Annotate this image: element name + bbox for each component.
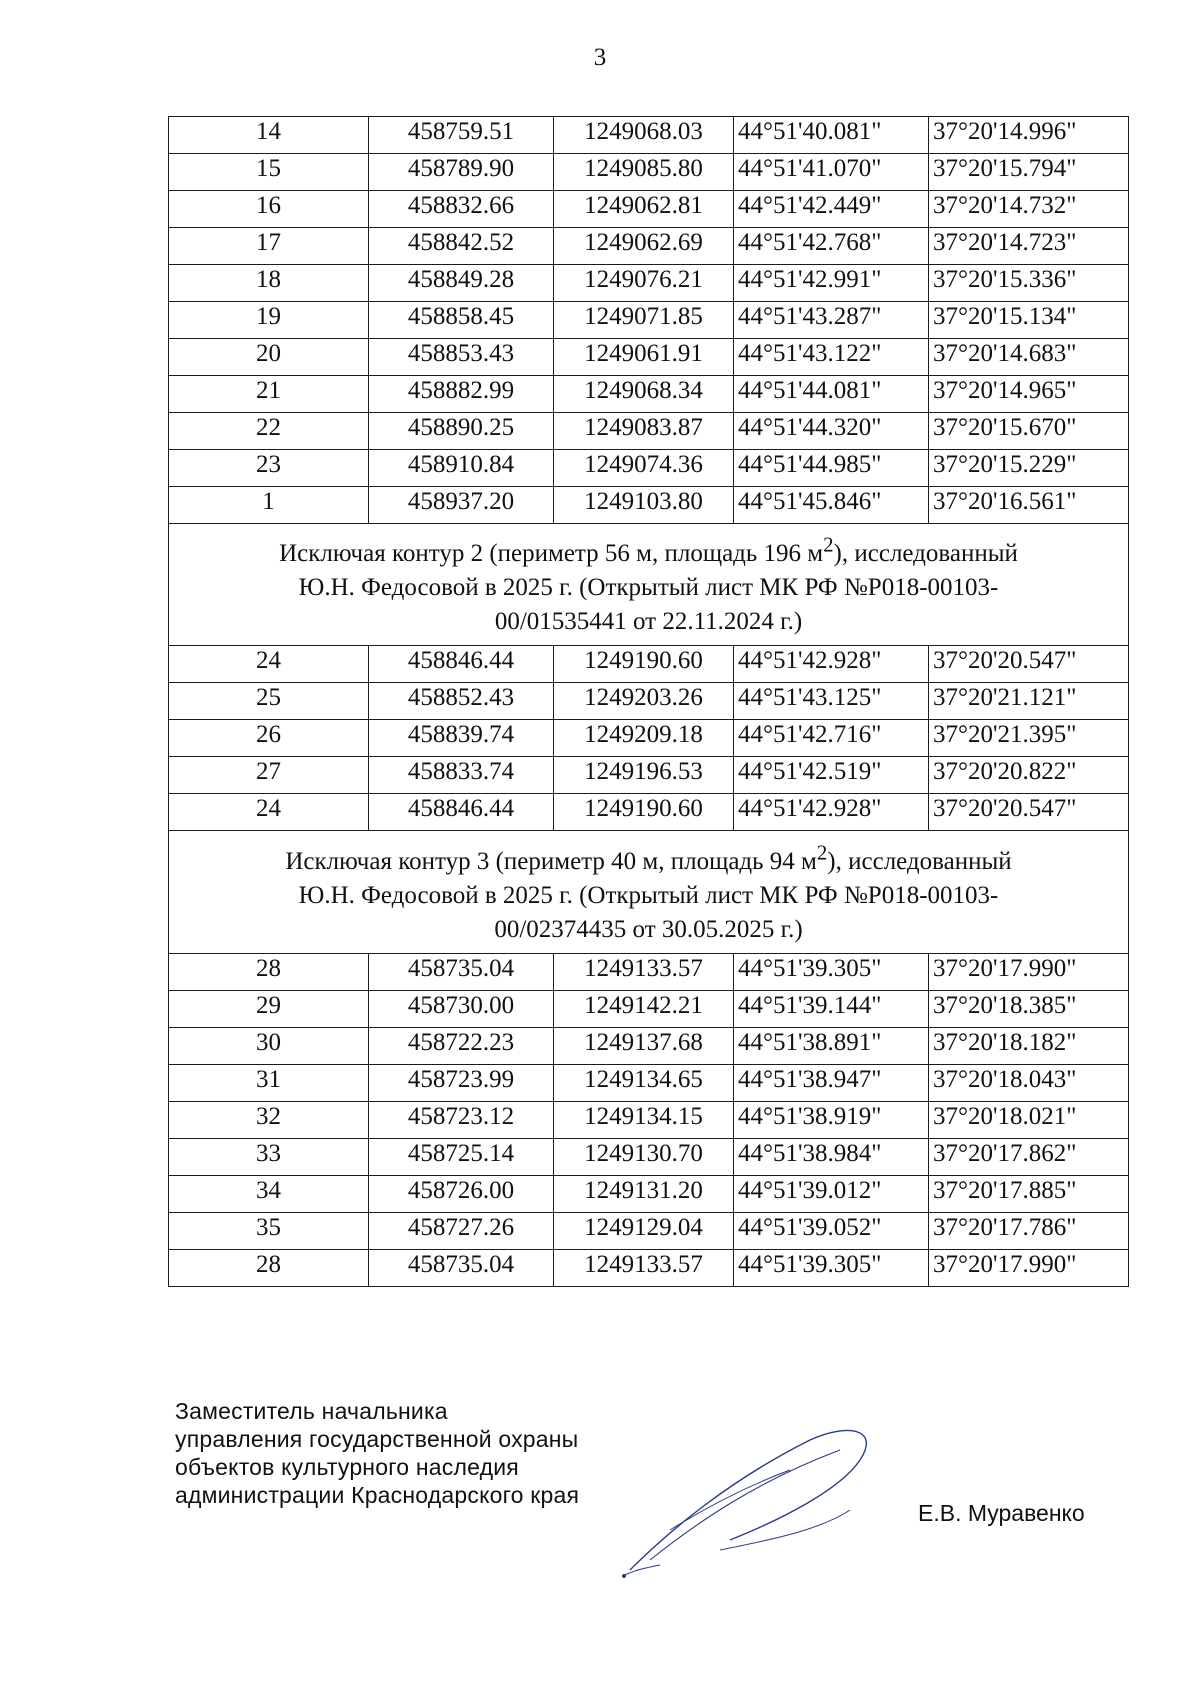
table-row xyxy=(169,302,1129,339)
table-row xyxy=(169,1138,1129,1175)
latitude-cell: 44°51'40.081" xyxy=(734,117,929,154)
table-row xyxy=(169,487,1129,524)
y-coordinate-cell: 1249076.21 xyxy=(554,265,734,302)
x-coordinate-cell: 458726.00 xyxy=(369,1175,554,1212)
latitude-cell: 44°51'45.846" xyxy=(734,487,929,524)
longitude-cell: 37°20'18.182" xyxy=(929,1027,1129,1064)
latitude-cell: 44°51'43.122" xyxy=(734,339,929,376)
x-coordinate-cell: 458727.26 xyxy=(369,1212,554,1249)
point-number-cell: 32 xyxy=(169,1101,369,1138)
contour-3-caption-line1: Исключая контур 3 (периметр 40 м, площадь 94 $м^2$), исследованный xyxy=(285,840,1012,875)
y-coordinate-cell: 1249133.57 xyxy=(554,1249,734,1286)
contour-3-caption-row xyxy=(169,831,1129,953)
latitude-cell: 44°51'44.985" xyxy=(734,450,929,487)
signer-position-line3: объектов культурного наследия xyxy=(175,1454,519,1480)
x-coordinate-cell: 458735.04 xyxy=(369,1249,554,1286)
y-coordinate-cell: 1249062.69 xyxy=(554,228,734,265)
table-section-1 xyxy=(169,117,1129,524)
y-coordinate-cell: 1249071.85 xyxy=(554,302,734,339)
x-coordinate-cell: 458833.74 xyxy=(369,757,554,794)
y-coordinate-cell: 1249190.60 xyxy=(554,794,734,831)
x-coordinate-cell: 458759.51 xyxy=(369,117,554,154)
point-number-cell: 25 xyxy=(169,683,369,720)
point-number-cell: 24 xyxy=(169,646,369,683)
y-coordinate-cell: 1249103.80 xyxy=(554,487,734,524)
longitude-cell: 37°20'17.862" xyxy=(929,1138,1129,1175)
signer-position-line1: Заместитель начальника xyxy=(175,1398,448,1424)
point-number-cell: 22 xyxy=(169,413,369,450)
table-section-2 xyxy=(169,646,1129,831)
y-coordinate-cell: 1249134.65 xyxy=(554,1064,734,1101)
contour-2-caption xyxy=(169,524,1129,646)
point-number-cell: 20 xyxy=(169,339,369,376)
y-coordinate-cell: 1249190.60 xyxy=(554,646,734,683)
point-number-cell: 28 xyxy=(169,1249,369,1286)
x-coordinate-cell: 458842.52 xyxy=(369,228,554,265)
latitude-cell: 44°51'39.144" xyxy=(734,990,929,1027)
latitude-cell: 44°51'44.320" xyxy=(734,413,929,450)
latitude-cell: 44°51'38.947" xyxy=(734,1064,929,1101)
table-row xyxy=(169,646,1129,683)
table-row xyxy=(169,720,1129,757)
y-coordinate-cell: 1249074.36 xyxy=(554,450,734,487)
x-coordinate-cell: 458735.04 xyxy=(369,953,554,990)
longitude-cell: 37°20'18.043" xyxy=(929,1064,1129,1101)
longitude-cell: 37°20'14.683" xyxy=(929,339,1129,376)
contour-2-caption-line2: Ю.Н. Федосовой в 2025 г. (Открытый лист МК РФ №Р018-00103- xyxy=(298,574,999,602)
longitude-cell: 37°20'17.786" xyxy=(929,1212,1129,1249)
x-coordinate-cell: 458852.43 xyxy=(369,683,554,720)
table-row xyxy=(169,450,1129,487)
table-row xyxy=(169,228,1129,265)
x-coordinate-cell: 458846.44 xyxy=(369,646,554,683)
table-row xyxy=(169,794,1129,831)
table-section-2-header xyxy=(169,524,1129,646)
point-number-cell: 27 xyxy=(169,757,369,794)
point-number-cell: 34 xyxy=(169,1175,369,1212)
table-row xyxy=(169,1249,1129,1286)
x-coordinate-cell: 458937.20 xyxy=(369,487,554,524)
latitude-cell: 44°51'39.305" xyxy=(734,1249,929,1286)
table-row xyxy=(169,683,1129,720)
y-coordinate-cell: 1249068.34 xyxy=(554,376,734,413)
latitude-cell: 44°51'38.984" xyxy=(734,1138,929,1175)
longitude-cell: 37°20'20.547" xyxy=(929,646,1129,683)
latitude-cell: 44°51'43.287" xyxy=(734,302,929,339)
table-row xyxy=(169,1027,1129,1064)
x-coordinate-cell: 458723.12 xyxy=(369,1101,554,1138)
latitude-cell: 44°51'39.012" xyxy=(734,1175,929,1212)
x-coordinate-cell: 458910.84 xyxy=(369,450,554,487)
y-coordinate-cell: 1249062.81 xyxy=(554,191,734,228)
contour-2-caption-row xyxy=(169,524,1129,646)
table-row xyxy=(169,1101,1129,1138)
longitude-cell: 37°20'14.996" xyxy=(929,117,1129,154)
point-number-cell: 35 xyxy=(169,1212,369,1249)
y-coordinate-cell: 1249085.80 xyxy=(554,154,734,191)
x-coordinate-cell: 458882.99 xyxy=(369,376,554,413)
latitude-cell: 44°51'42.449" xyxy=(734,191,929,228)
longitude-cell: 37°20'14.723" xyxy=(929,228,1129,265)
point-number-cell: 30 xyxy=(169,1027,369,1064)
longitude-cell: 37°20'21.395" xyxy=(929,720,1129,757)
x-coordinate-cell: 458725.14 xyxy=(369,1138,554,1175)
y-coordinate-cell: 1249142.21 xyxy=(554,990,734,1027)
point-number-cell: 16 xyxy=(169,191,369,228)
y-coordinate-cell: 1249133.57 xyxy=(554,953,734,990)
x-coordinate-cell: 458722.23 xyxy=(369,1027,554,1064)
table-section-3 xyxy=(169,953,1129,1286)
longitude-cell: 37°20'17.885" xyxy=(929,1175,1129,1212)
signer-position-line4: администрации Краснодарского края xyxy=(175,1482,580,1508)
longitude-cell: 37°20'21.121" xyxy=(929,683,1129,720)
longitude-cell: 37°20'15.336" xyxy=(929,265,1129,302)
point-number-cell: 19 xyxy=(169,302,369,339)
point-number-cell: 26 xyxy=(169,720,369,757)
latitude-cell: 44°51'42.991" xyxy=(734,265,929,302)
latitude-cell: 44°51'38.891" xyxy=(734,1027,929,1064)
handwritten-signature xyxy=(610,1410,910,1580)
longitude-cell: 37°20'18.385" xyxy=(929,990,1129,1027)
table-row xyxy=(169,990,1129,1027)
contour-3-caption-line3: 00/02374435 от 30.05.2025 г.) xyxy=(494,915,803,943)
contour-2-caption-line1: Исключая контур 2 (периметр 56 м, площадь 196 $м^2$), исследованный xyxy=(279,533,1018,568)
y-coordinate-cell: 1249061.91 xyxy=(554,339,734,376)
table-row xyxy=(169,1212,1129,1249)
longitude-cell: 37°20'17.990" xyxy=(929,1249,1129,1286)
page-number: 3 xyxy=(593,44,607,71)
contour-2-caption-line3: 00/01535441 от 22.11.2024 г.) xyxy=(494,608,803,636)
table-section-3-header xyxy=(169,831,1129,953)
point-number-cell: 33 xyxy=(169,1138,369,1175)
point-number-cell: 14 xyxy=(169,117,369,154)
y-coordinate-cell: 1249130.70 xyxy=(554,1138,734,1175)
longitude-cell: 37°20'15.134" xyxy=(929,302,1129,339)
table-row xyxy=(169,265,1129,302)
x-coordinate-cell: 458832.66 xyxy=(369,191,554,228)
y-coordinate-cell: 1249203.26 xyxy=(554,683,734,720)
table-row xyxy=(169,1175,1129,1212)
point-number-cell: 15 xyxy=(169,154,369,191)
longitude-cell: 37°20'15.794" xyxy=(929,154,1129,191)
signer-name: Е.В. Муравенко xyxy=(918,1500,1085,1526)
latitude-cell: 44°51'42.768" xyxy=(734,228,929,265)
longitude-cell: 37°20'18.021" xyxy=(929,1101,1129,1138)
contour-3-caption-line2: Ю.Н. Федосовой в 2025 г. (Открытый лист МК РФ №Р018-00103- xyxy=(298,881,999,909)
x-coordinate-cell: 458789.90 xyxy=(369,154,554,191)
signature-block xyxy=(175,1397,579,1509)
latitude-cell: 44°51'42.928" xyxy=(734,646,929,683)
latitude-cell: 44°51'43.125" xyxy=(734,683,929,720)
latitude-cell: 44°51'42.716" xyxy=(734,720,929,757)
latitude-cell: 44°51'38.919" xyxy=(734,1101,929,1138)
y-coordinate-cell: 1249068.03 xyxy=(554,117,734,154)
table-row xyxy=(169,154,1129,191)
longitude-cell: 37°20'14.965" xyxy=(929,376,1129,413)
point-number-cell: 21 xyxy=(169,376,369,413)
table-row xyxy=(169,191,1129,228)
y-coordinate-cell: 1249196.53 xyxy=(554,757,734,794)
point-number-cell: 18 xyxy=(169,265,369,302)
y-coordinate-cell: 1249137.68 xyxy=(554,1027,734,1064)
x-coordinate-cell: 458853.43 xyxy=(369,339,554,376)
table-row xyxy=(169,413,1129,450)
contour-3-caption xyxy=(169,831,1129,953)
longitude-cell: 37°20'20.822" xyxy=(929,757,1129,794)
y-coordinate-cell: 1249134.15 xyxy=(554,1101,734,1138)
x-coordinate-cell: 458858.45 xyxy=(369,302,554,339)
table-row xyxy=(169,376,1129,413)
latitude-cell: 44°51'44.081" xyxy=(734,376,929,413)
point-number-cell: 29 xyxy=(169,990,369,1027)
longitude-cell: 37°20'15.670" xyxy=(929,413,1129,450)
latitude-cell: 44°51'42.519" xyxy=(734,757,929,794)
longitude-cell: 37°20'14.732" xyxy=(929,191,1129,228)
point-number-cell: 17 xyxy=(169,228,369,265)
longitude-cell: 37°20'17.990" xyxy=(929,953,1129,990)
x-coordinate-cell: 458839.74 xyxy=(369,720,554,757)
y-coordinate-cell: 1249209.18 xyxy=(554,720,734,757)
latitude-cell: 44°51'39.052" xyxy=(734,1212,929,1249)
x-coordinate-cell: 458890.25 xyxy=(369,413,554,450)
x-coordinate-cell: 458849.28 xyxy=(369,265,554,302)
table-row xyxy=(169,953,1129,990)
point-number-cell: 23 xyxy=(169,450,369,487)
latitude-cell: 44°51'42.928" xyxy=(734,794,929,831)
y-coordinate-cell: 1249131.20 xyxy=(554,1175,734,1212)
point-number-cell: 28 xyxy=(169,953,369,990)
latitude-cell: 44°51'41.070" xyxy=(734,154,929,191)
table-row xyxy=(169,757,1129,794)
longitude-cell: 37°20'16.561" xyxy=(929,487,1129,524)
x-coordinate-cell: 458730.00 xyxy=(369,990,554,1027)
point-number-cell: 1 xyxy=(169,487,369,524)
table-row xyxy=(169,117,1129,154)
signer-position-line2: управления государственной охраны xyxy=(175,1426,579,1452)
point-number-cell: 24 xyxy=(169,794,369,831)
x-coordinate-cell: 458723.99 xyxy=(369,1064,554,1101)
table-row xyxy=(169,1064,1129,1101)
longitude-cell: 37°20'15.229" xyxy=(929,450,1129,487)
table-row xyxy=(169,339,1129,376)
x-coordinate-cell: 458846.44 xyxy=(369,794,554,831)
y-coordinate-cell: 1249129.04 xyxy=(554,1212,734,1249)
point-number-cell: 31 xyxy=(169,1064,369,1101)
longitude-cell: 37°20'20.547" xyxy=(929,794,1129,831)
latitude-cell: 44°51'39.305" xyxy=(734,953,929,990)
coordinates-table xyxy=(168,116,1129,1287)
y-coordinate-cell: 1249083.87 xyxy=(554,413,734,450)
